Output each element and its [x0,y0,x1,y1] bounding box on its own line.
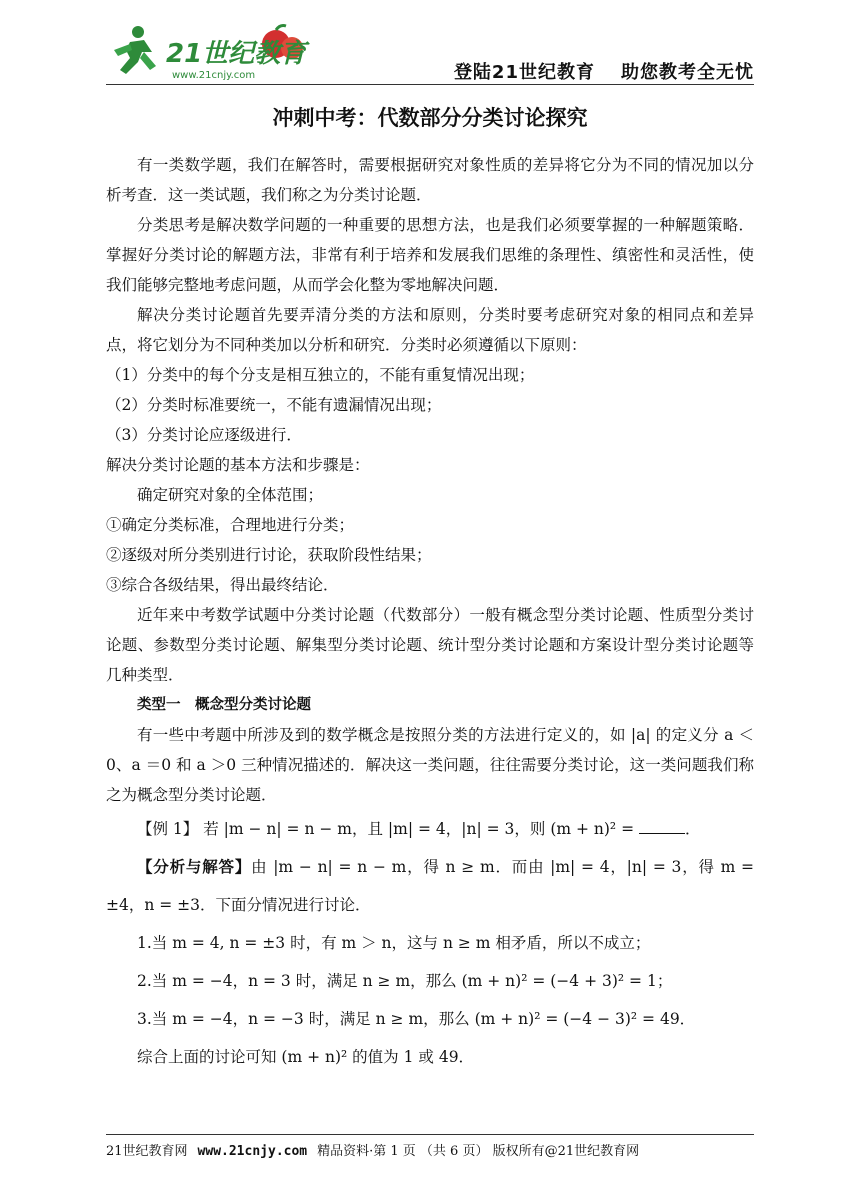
slogan-left: 登陆21世纪教育 [453,62,595,83]
answer-blank[interactable] [639,819,685,834]
step-2: ②逐级对所分类别进行讨论，获取阶段性结果； [106,546,432,564]
paragraph-2: 分类思考是解决数学问题的一种重要的思想方法，也是我们必须要掌握的一种解题策略．掌握好分类讨论的解题方法，非常有利于培养和发展我们思维的条理性、缜密性和灵活性，使我们能够完整地考虑问题，从而学会化整为零地解决问题． [106,216,754,294]
logo-text: 21世纪教育 [166,39,307,69]
paragraph-1: 有一类数学题，我们在解答时，需要根据研究对象性质的差异将它分为不同的情况加以分析考查．这一类试题，我们称之为分类讨论题． [106,156,754,204]
analysis-label: 【分析与解答】 [137,857,252,876]
runner-icon [114,26,156,74]
paragraph-3: 解决分类讨论题首先要弄清分类的方法和原则，分类时要考虑研究对象的相同点和差异点，将它划分为不同种类加以分析和研究．分类时必须遵循以下原则： [106,306,754,354]
document-body [106,150,754,1076]
steps-intro: 解决分类讨论题的基本方法和步骤是： [106,456,370,474]
case-2: 2.当 m = −4，n = 3 时，满足 n ≥ m，那么 (m + n)² = (−4 + 3)² = 1； [137,972,673,990]
step-0: 确定研究对象的全体范围； [137,486,324,504]
slogan-right: 助您教考全无忧 [621,62,754,83]
step-3: ③综合各级结果，得出最终结论． [106,576,339,594]
rule-1: （1）分类中的每个分支是相互独立的，不能有重复情况出现； [106,366,535,384]
logo-url: www.21cnjy.com [172,70,256,81]
footer-site-link[interactable]: www.21cnjy.com [197,1144,308,1159]
rule-2: （2）分类时标准要统一，不能有遗漏情况出现； [106,396,442,414]
footer-left: 21世纪教育网 [106,1144,188,1159]
example-1: 【例 1】 若 |m − n| = n − m，且 |m| = 4，|n| = 3，则 (m + n)² = ． [137,820,701,838]
example-1-label: 【例 1】 [137,820,199,838]
step-1: ①确定分类标准，合理地进行分类； [106,516,355,534]
header-divider [106,84,754,85]
analysis-text: 由 |m − n| = n − m，得 n ≥ m．而由 |m| = 4，|n| = 3，得 m = ±4，n = ±3．下面分情况进行讨论． [106,858,754,914]
paragraph-5: 有一些中考题中所涉及到的数学概念是按照分类的方法进行定义的，如 |a| 的定义分 a ＜0、a ＝0 和 a ＞0 三种情况描述的．解决这一类问题，往往需要分类讨论，这一类问题我们称之为概念型分类讨论题． [106,726,754,804]
footer-divider [106,1134,754,1135]
case-1: 1.当 m = 4, n = ±3 时，有 m ＞ n，这与 n ≥ m 相矛盾，所以不成立； [137,934,651,952]
example-1-text: 若 |m − n| = n − m，且 |m| = 4，|n| = 3，则 (m + n)² = [203,820,635,838]
page-title: 冲刺中考：代数部分分类讨论探究 [272,106,588,130]
header-slogan [454,58,754,84]
type-1-heading: 类型一 概念型分类讨论题 [137,697,311,713]
logo-21cnjy [108,22,318,84]
paragraph-4: 近年来中考数学试题中分类讨论题（代数部分）一般有概念型分类讨论题、性质型分类讨论题、参数型分类讨论题、解集型分类讨论题、统计型分类讨论题和方案设计型分类讨论题等几种类型． [106,606,754,684]
page-header [0,0,860,90]
conclusion: 综合上面的讨论可知 (m + n)² 的值为 1 或 49． [137,1048,475,1066]
rule-3: （3）分类讨论应逐级进行． [106,426,302,444]
footer-right: 精品资料·第 1 页 （共 6 页） 版权所有@21世纪教育网 [317,1144,640,1159]
case-3: 3.当 m = −4，n = −3 时，满足 n ≥ m，那么 (m + n)² = (−4 − 3)² = 49． [137,1010,696,1028]
analysis [106,848,754,924]
page-footer [106,1140,754,1159]
